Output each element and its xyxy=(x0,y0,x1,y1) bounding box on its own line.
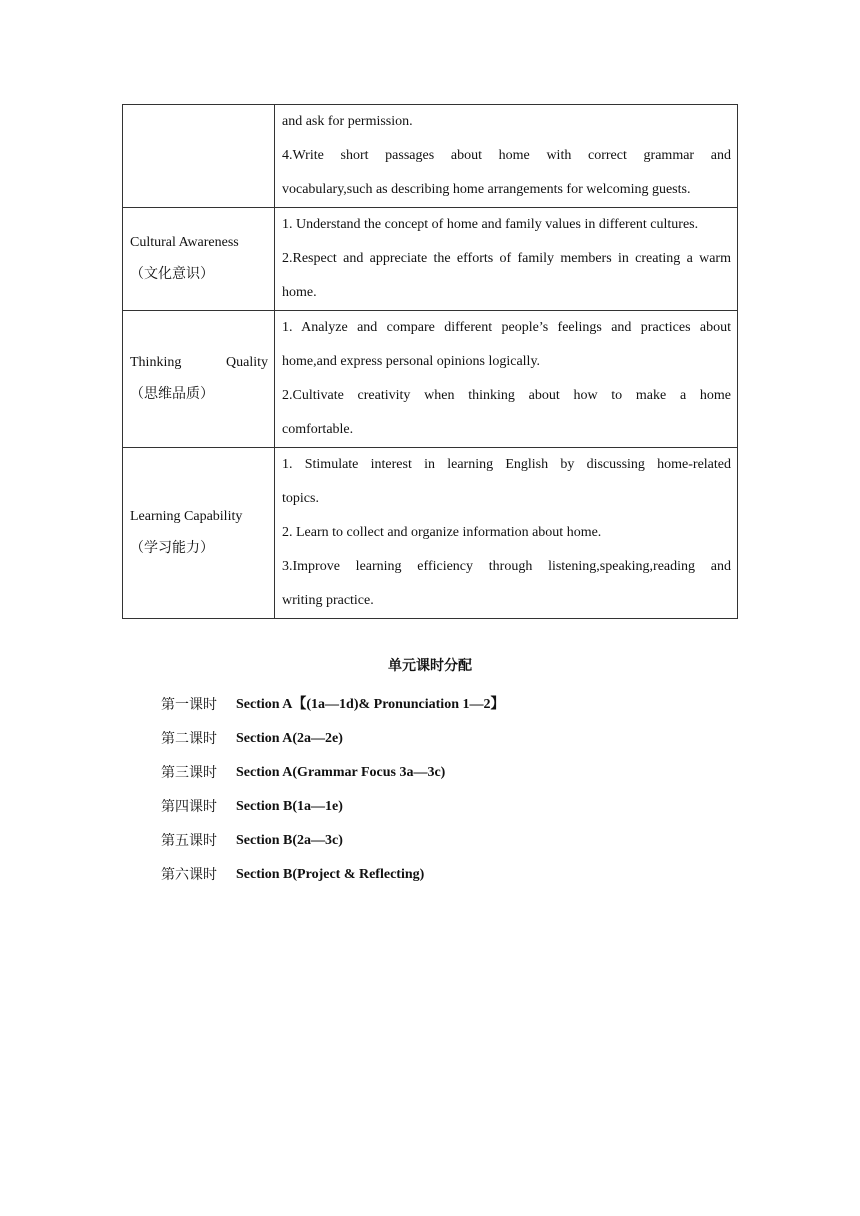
schedule-period: 第五课时 xyxy=(161,833,217,849)
row-label-cell xyxy=(123,311,275,448)
schedule-period: 第三课时 xyxy=(161,765,217,781)
row-content-cell xyxy=(275,105,738,208)
row-label-cell xyxy=(123,208,275,311)
row-label-cell xyxy=(123,105,275,208)
content-line: 1. Understand the concept of home and family values in different cultures. xyxy=(282,217,699,232)
content-line: 1. Stimulate interest in learning English by discussing home-related xyxy=(282,457,731,472)
table-row xyxy=(123,448,738,619)
row-content-cell xyxy=(275,448,738,619)
learning-goals-table xyxy=(122,104,738,619)
schedule-title: 单元课时分配 xyxy=(388,658,472,674)
schedule-section: Section A(2a—2e) xyxy=(236,731,343,746)
schedule-item xyxy=(161,858,504,892)
schedule-period: 第六课时 xyxy=(161,867,217,883)
schedule-section: Section A【(1a—1d)& Pronunciation 1—2】 xyxy=(236,697,505,712)
content-line: topics. xyxy=(282,491,319,506)
schedule-section: Section A(Grammar Focus 3a—3c) xyxy=(236,765,446,780)
content-line: and ask for permission. xyxy=(282,114,413,129)
row-label-cn: （学习能力） xyxy=(130,541,214,556)
content-line: 3.Improve learning efficiency through listening,speaking,reading and xyxy=(282,559,731,574)
row-content-cell xyxy=(275,311,738,448)
content-line: home. xyxy=(282,285,317,300)
schedule-item xyxy=(161,756,504,790)
content-line: writing practice. xyxy=(282,593,374,608)
row-label-en: Thinking Quality xyxy=(130,355,268,370)
schedule-item xyxy=(161,722,504,756)
content-line: 1. Analyze and compare different people’s feelings and practices about xyxy=(282,320,731,335)
schedule-period: 第四课时 xyxy=(161,799,217,815)
schedule-section: Section B(2a—3c) xyxy=(236,833,343,848)
schedule-list xyxy=(161,688,504,892)
content-line: 2.Cultivate creativity when thinking about how to make a home xyxy=(282,388,731,403)
schedule-section: Section B(Project & Reflecting) xyxy=(236,867,425,882)
row-label-cn: （文化意识） xyxy=(130,267,214,282)
content-line: vocabulary,such as describing home arrangements for welcoming guests. xyxy=(282,182,691,197)
table-row xyxy=(123,311,738,448)
row-label-cell xyxy=(123,448,275,619)
schedule-item xyxy=(161,790,504,824)
schedule-period: 第二课时 xyxy=(161,731,217,747)
table-row xyxy=(123,105,738,208)
table-row xyxy=(123,208,738,311)
content-line: 2.Respect and appreciate the efforts of family members in creating a warm xyxy=(282,251,731,266)
content-line: 2. Learn to collect and organize information about home. xyxy=(282,525,602,540)
content-line: 4.Write short passages about home with correct grammar and xyxy=(282,148,731,163)
content-line: comfortable. xyxy=(282,422,354,437)
row-label-cn: （思维品质） xyxy=(130,387,214,402)
row-label-en: Learning Capability xyxy=(130,509,243,524)
schedule-section: Section B(1a—1e) xyxy=(236,799,343,814)
row-content-cell xyxy=(275,208,738,311)
schedule-item xyxy=(161,688,504,722)
content-line: home,and express personal opinions logically. xyxy=(282,354,541,369)
schedule-period: 第一课时 xyxy=(161,697,217,713)
schedule-item xyxy=(161,824,504,858)
row-label-en: Cultural Awareness xyxy=(130,235,239,250)
